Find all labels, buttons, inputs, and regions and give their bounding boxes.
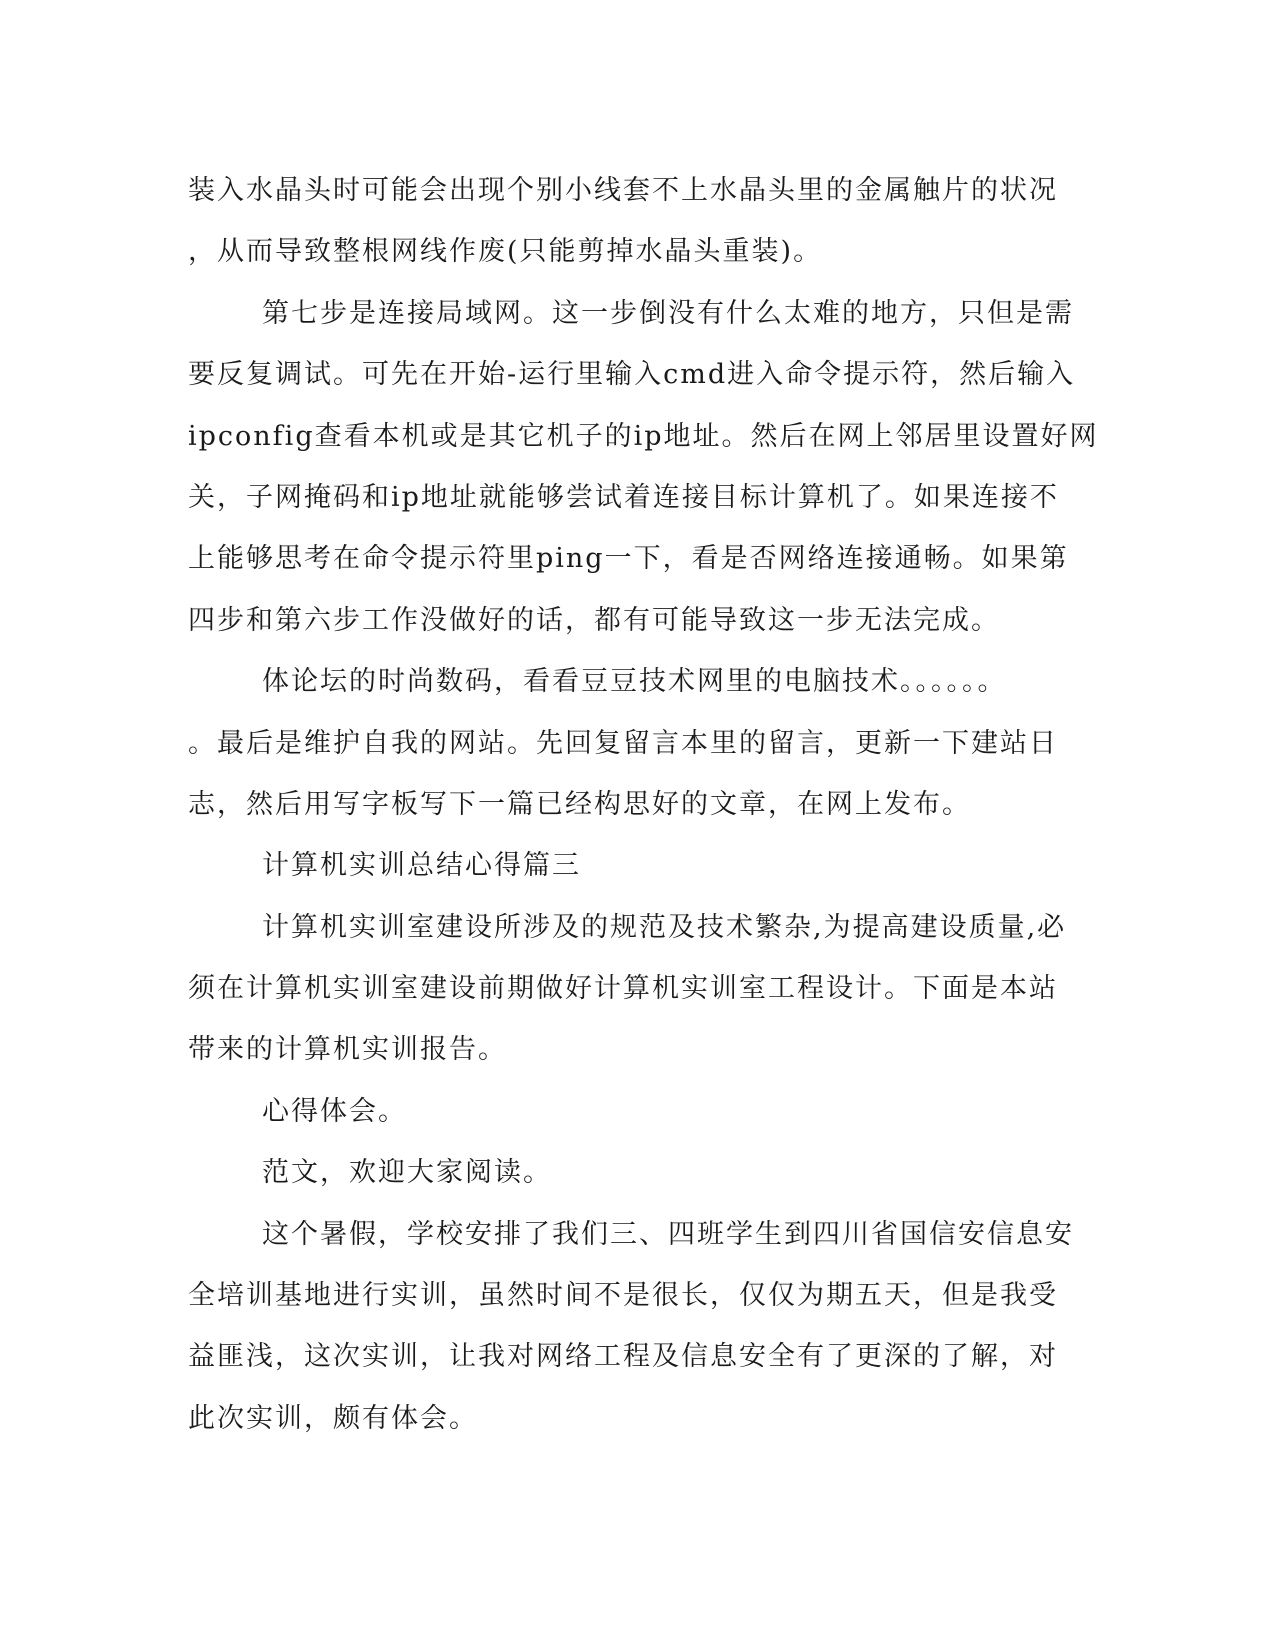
text-line: 全培训基地进行实训，虽然时间不是很长，仅仅为期五天，但是我受 <box>188 1280 1058 1312</box>
text-line: 计算机实训室建设所涉及的规范及技术繁杂,为提高建设质量,必 <box>262 911 1067 943</box>
text-line: 。最后是维护自我的网站。先回复留言本里的留言，更新一下建站日 <box>188 727 1058 759</box>
text-line: 要反复调试。可先在开始-运行里输入cmd进入命令提示符，然后输入 <box>188 359 1076 391</box>
text-line: 第七步是连接局域网。这一步倒没有什么太难的地方，只但是需 <box>262 297 1074 329</box>
text-line: 装入水晶头时可能会出现个别小线套不上水晶头里的金属触片的状况 <box>188 175 1058 206</box>
text-line: 益匪浅，这次实训，让我对网络工程及信息安全有了更深的了解，对 <box>188 1341 1058 1373</box>
text-line: 须在计算机实训室建设前期做好计算机实训室工程设计。下面是本站 <box>188 973 1058 1005</box>
text-line: ipconfig查看本机或是其它机子的ip地址。然后在网上邻居里设置好网 <box>188 420 1099 452</box>
text-line: 此次实训，颇有体会。 <box>188 1402 478 1434</box>
text-line: 范文，欢迎大家阅读。 <box>262 1157 552 1189</box>
text-line: 心得体会。 <box>262 1095 407 1127</box>
document-body <box>188 160 1099 1449</box>
text-line: 带来的计算机实训报告。 <box>188 1034 507 1066</box>
section-heading: 计算机实训总结心得篇三 <box>262 850 581 882</box>
text-line: 体论坛的时尚数码，看看豆豆技术网里的电脑技术。。。。。。 <box>262 666 1007 698</box>
text-line: 这个暑假，学校安排了我们三、四班学生到四川省国信安信息安 <box>262 1218 1074 1250</box>
text-line: 上能够思考在命令提示符里ping一下，看是否网络连接通畅。如果第 <box>188 543 1069 575</box>
text-line: ，从而导致整根网线作废(只能剪掉水晶头重装)。 <box>188 236 823 268</box>
text-line: 志，然后用写字板写下一篇已经构思好的文章，在网上发布。 <box>188 788 971 820</box>
text-line: 四步和第六步工作没做好的话，都有可能导致这一步无法完成。 <box>188 604 1000 636</box>
text-line: 关，子网掩码和ip地址就能够尝试着连接目标计算机了。如果连接不 <box>188 481 1059 513</box>
